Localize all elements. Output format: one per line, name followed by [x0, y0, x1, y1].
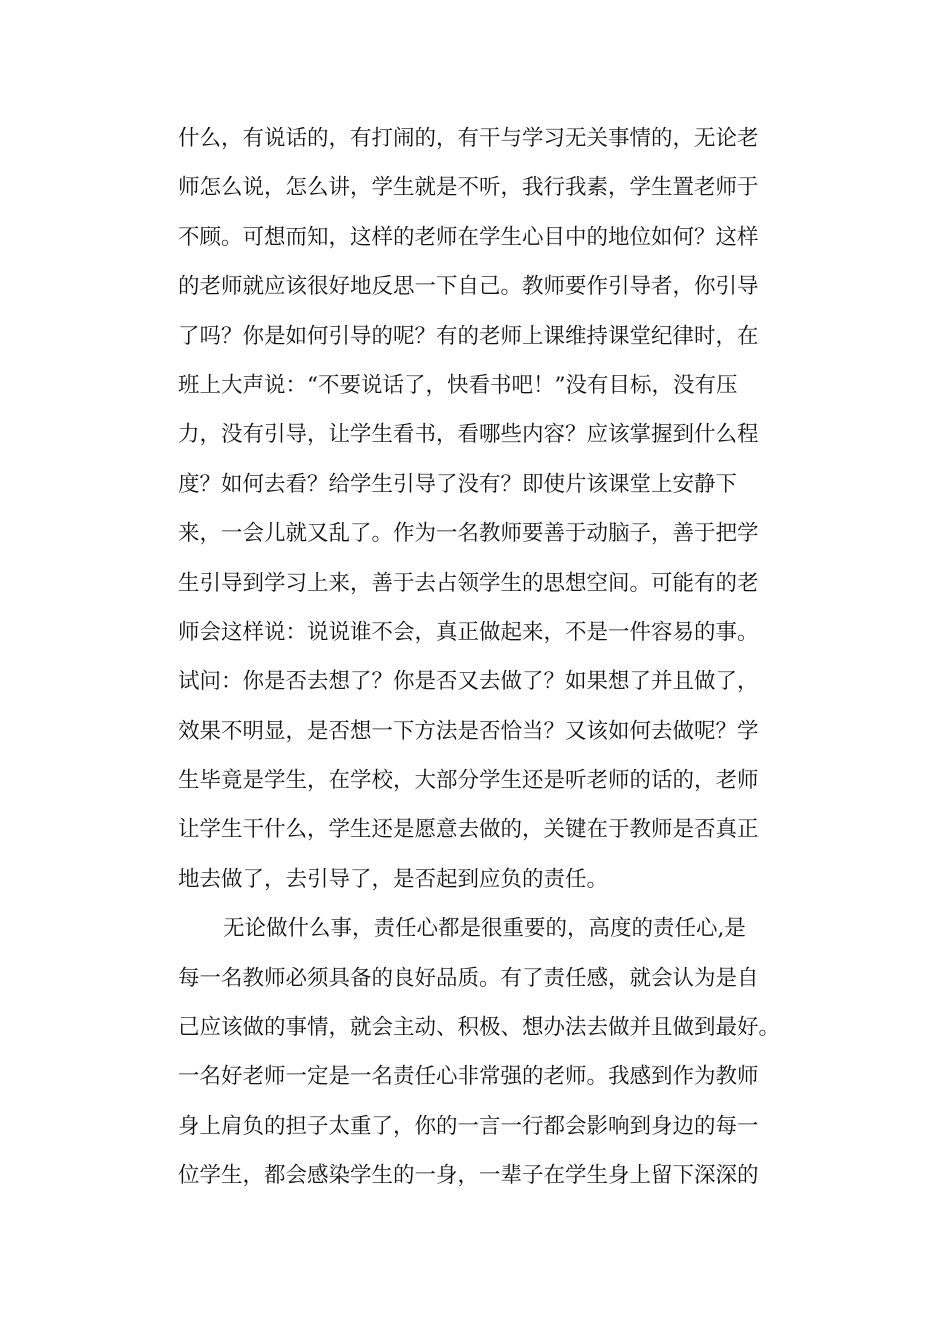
text-line: 让学生干什么，学生还是愿意去做的，关键在于教师是否真正 [178, 817, 759, 843]
text-line: 地去做了，去引导了，是否起到应负的责任。 [178, 866, 609, 892]
text-line: 度？如何去看？给学生引导了没有？即使片该课堂上安静下 [178, 471, 738, 497]
text-line: 的老师就应该很好地反思一下自己。教师要作引导者，你引导 [178, 274, 759, 300]
text-line: 己应该做的事情，就会主动、积极、想办法去做并且做到最好。 [178, 1015, 781, 1041]
text-line: 位学生，都会感染学生的一身，一辈子在学生身上留下深深的 [178, 1163, 759, 1189]
text-line: 生毕竟是学生，在学校，大部分学生还是听老师的话的，老师 [178, 768, 759, 794]
text-line: 身上肩负的担子太重了，你的一言一行都会影响到身边的每一 [178, 1113, 759, 1139]
text-line: 不顾。可想而知，这样的老师在学生心目中的地位如何？这样 [178, 224, 759, 250]
text-line: 每一名教师必须具备的良好品质。有了责任感，就会认为是自 [178, 965, 759, 991]
text-line: 来，一会儿就又乱了。作为一名教师要善于动脑子，善于把学 [178, 521, 759, 547]
text-line: 师怎么说，怎么讲，学生就是不听，我行我素，学生置老师于 [178, 175, 759, 201]
text-line: 一名好老师一定是一名责任心非常强的老师。我感到作为教师 [178, 1064, 759, 1090]
text-line: 什么，有说话的，有打闹的，有干与学习无关事情的，无论老 [178, 126, 759, 151]
text-line: 班上大声说：“不要说话了，快看书吧！”没有目标，没有压 [178, 372, 738, 398]
text-line: 效果不明显，是否想一下方法是否恰当？又该如何去做呢？学 [178, 718, 759, 744]
body-text [178, 114, 781, 1201]
text-line: 生引导到学习上来，善于去占领学生的思想空间。可能有的老 [178, 570, 759, 596]
paragraph-start-line: 无论做什么事，责任心都是很重要的，高度的责任心,是 [223, 916, 746, 942]
text-line: 力，没有引导，让学生看书，看哪些内容？应该掌握到什么程 [178, 422, 759, 448]
text-line: 试问：你是否去想了？你是否又去做了？如果想了并且做了， [178, 669, 759, 695]
text-line: 了吗？你是如何引导的呢？有的老师上课维持课堂纪律时，在 [178, 323, 759, 349]
text-line: 师会这样说：说说谁不会，真正做起来，不是一件容易的事。 [178, 619, 759, 645]
